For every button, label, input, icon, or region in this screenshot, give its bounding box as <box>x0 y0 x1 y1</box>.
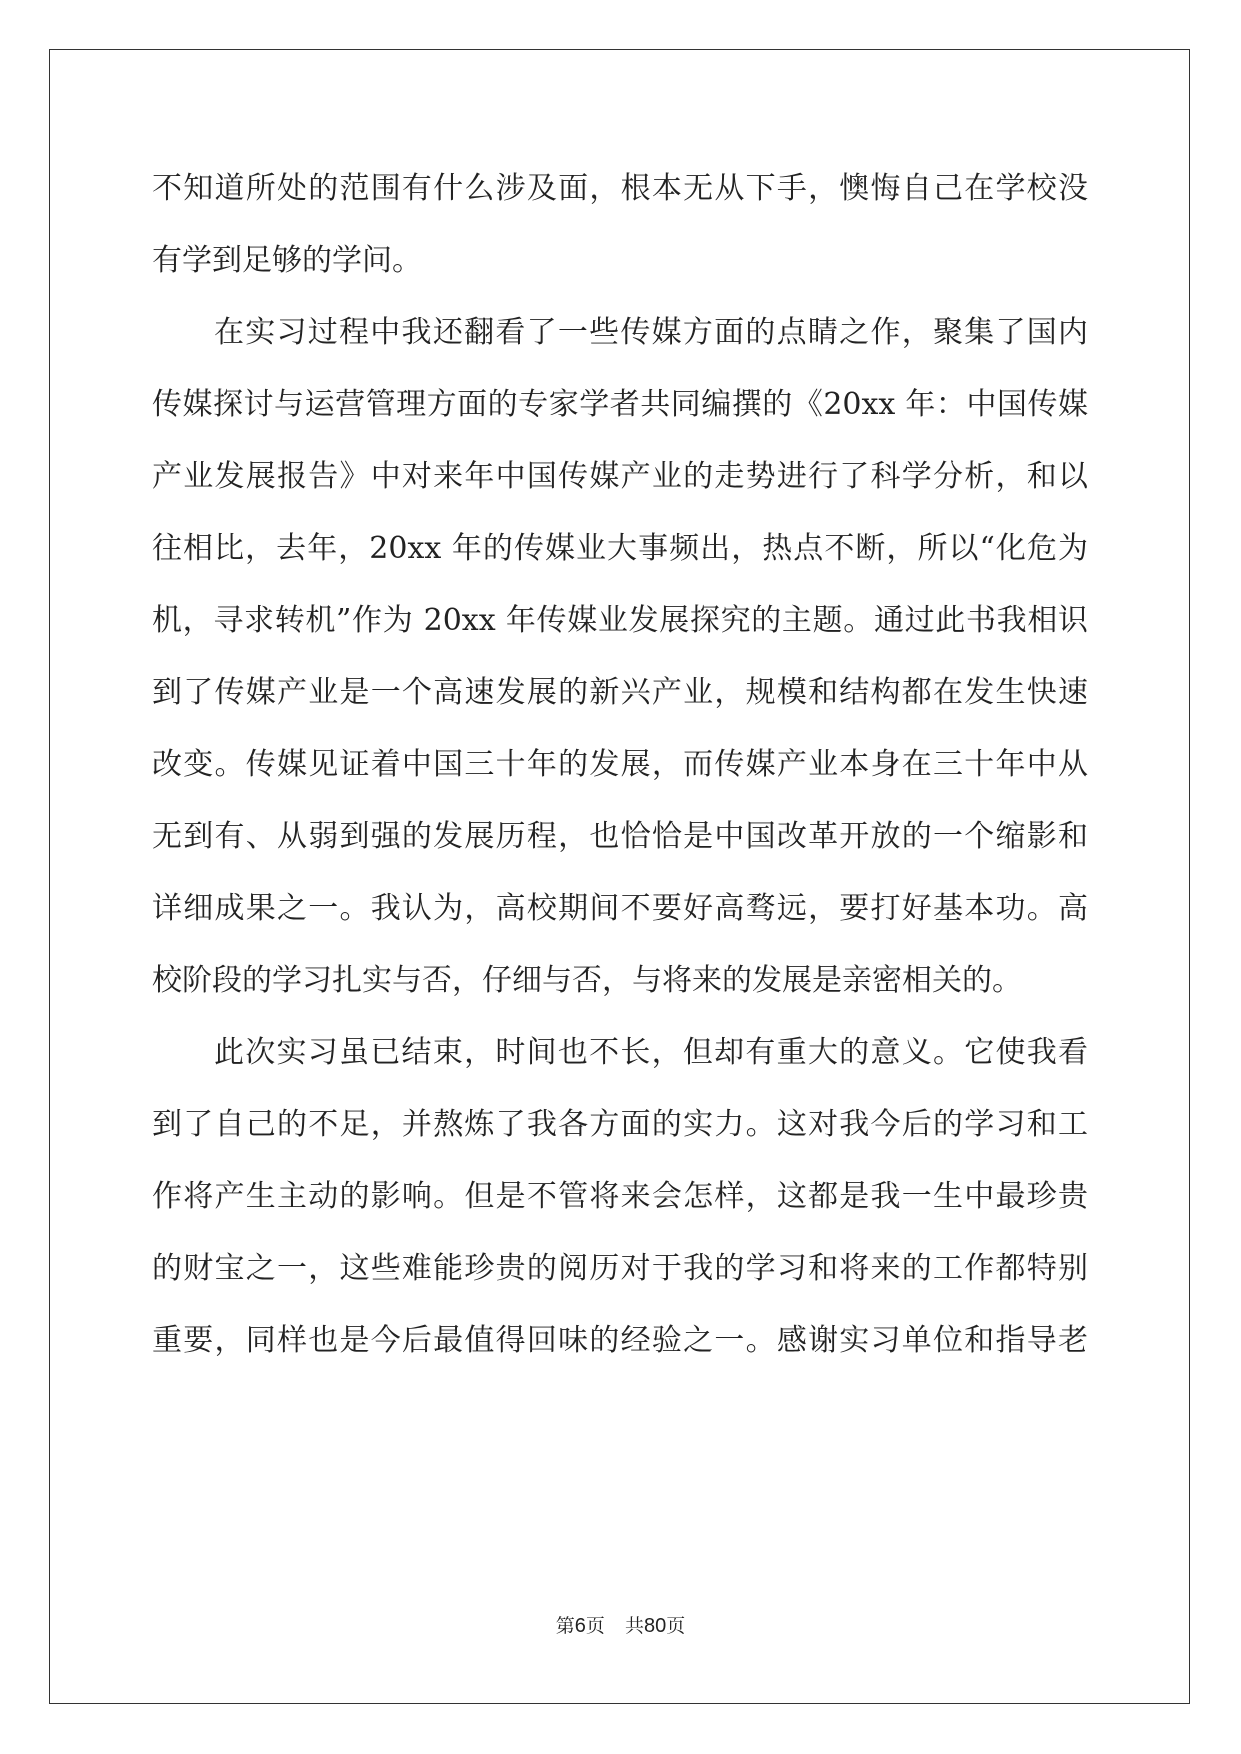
text-line: 无到有、从弱到强的发展历程，也恰恰是中国改革开放的一个缩影和 <box>152 819 1088 854</box>
page-footer <box>0 1613 1241 1639</box>
paragraph-first-line: 在实习过程中我还翻看了一些传媒方面的点睛之作，聚集了国内 <box>214 315 1088 350</box>
text-line: 不知道所处的范围有什么涉及面，根本无从下手，懊悔自己在学校没 <box>152 171 1088 206</box>
text-line: 产业发展报告》中对来年中国传媒产业的走势进行了科学分析，和以 <box>152 459 1088 494</box>
text-line: 有学到足够的学问。 <box>152 243 422 278</box>
text-line: 到了传媒产业是一个高速发展的新兴产业，规模和结构都在发生快速 <box>152 675 1088 710</box>
total-pages: 80 <box>643 1615 667 1637</box>
text-line: 往相比，去年，20xx 年的传媒业大事频出，热点不断，所以“化危为 <box>152 531 1088 566</box>
page-suffix: 页 <box>585 1615 605 1637</box>
text-line: 改变。传媒见证着中国三十年的发展，而传媒产业本身在三十年中从 <box>152 747 1088 782</box>
text-line: 的财宝之一，这些难能珍贵的阅历对于我的学习和将来的工作都特别 <box>152 1251 1088 1286</box>
text-line: 机，寻求转机”作为 20xx 年传媒业发展探究的主题。通过此书我相识 <box>152 603 1088 638</box>
text-line: 传媒探讨与运营管理方面的专家学者共同编撰的《20xx 年：中国传媒 <box>152 387 1088 422</box>
page-number: 6 <box>574 1615 586 1637</box>
text-line: 到了自己的不足，并熬炼了我各方面的实力。这对我今后的学习和工 <box>152 1107 1088 1142</box>
page-border <box>49 49 1190 1704</box>
text-line: 重要，同样也是今后最值得回味的经验之一。感谢实习单位和指导老 <box>152 1323 1088 1358</box>
paragraph-first-line: 此次实习虽已结束，时间也不长，但却有重大的意义。它使我看 <box>214 1035 1088 1070</box>
page-prefix: 第 <box>555 1615 575 1637</box>
total-suffix: 页 <box>666 1615 686 1637</box>
text-line: 详细成果之一。我认为，高校期间不要好高骛远，要打好基本功。高 <box>152 891 1088 926</box>
text-line: 校阶段的学习扎实与否，仔细与否，与将来的发展是亲密相关的。 <box>152 963 1022 998</box>
text-line: 作将产生主动的影响。但是不管将来会怎样，这都是我一生中最珍贵 <box>152 1179 1088 1214</box>
total-prefix: 共 <box>624 1615 644 1637</box>
